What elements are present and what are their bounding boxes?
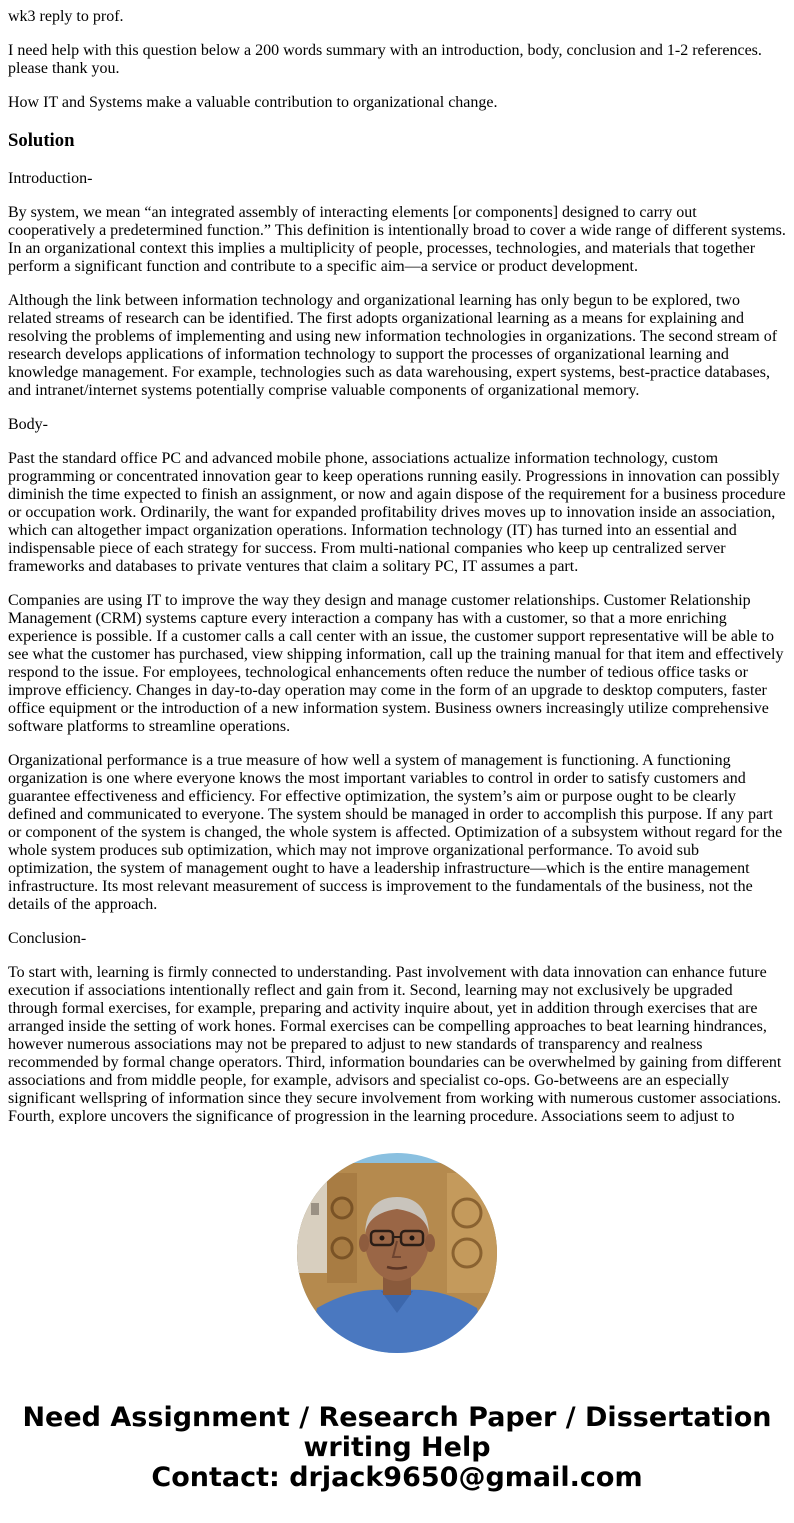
introduction-paragraph-1: By system, we mean “an integrated assembly of interacting elements [or components] designed to carry out cooperatively a predetermined function.” This definition is intentionally broad to cover a wide range of different systems. In an organizational context this implies a multiplicity of people, processes, technologies, and materials that together perform a significant function and contribute to a specific aim—a service or product development. <box>8 204 786 275</box>
help-banner <box>0 1403 794 1493</box>
question-prompt: How IT and Systems make a valuable contribution to organizational change. <box>8 94 498 111</box>
body-label: Body- <box>8 416 48 433</box>
conclusion-label: Conclusion- <box>8 930 87 947</box>
introduction-label: Introduction- <box>8 170 93 187</box>
help-banner-line-1: Need Assignment / Research Paper / Dissertation <box>22 1402 772 1433</box>
contact-email: Contact: drjack9650@gmail.com <box>151 1462 643 1493</box>
question-request: I need help with this question below a 200 words summary with an introduction, body, conclusion and 1-2 references. please thank you. <box>8 42 762 77</box>
introduction-paragraph-2: Although the link between information technology and organizational learning has only begun to be explored, two related streams of research can be identified. The first adopts organizational learning as a means for explaining and resolving the problems of implementing and using new information technologies in organizations. The second stream of research develops applications of information technology to support the processes of organizational learning and knowledge management. For example, technologies such as data warehousing, expert systems, best-practice databases, and intranet/internet systems potentially comprise valuable components of organizational memory. <box>8 292 778 399</box>
question-title: wk3 reply to prof. <box>8 8 124 25</box>
body-paragraph-1: Past the standard office PC and advanced mobile phone, associations actualize information technology, custom programming or concentrated innovation gear to keep operations running easily. Progressions in innovation can possibly diminish the time expected to finish an assignment, or now and again dispose of the requirement for a business procedure or occupation work. Ordinarily, the want for expanded profitability drives moves up to innovation inside an association, which can altogether impact organization operations. Information technology (IT) has turned into an essential and indispensable piece of each strategy for success. From multi-national companies who keep up centralized server frameworks and databases to private ventures that claim a solitary PC, IT assumes a part. <box>8 450 786 575</box>
body-paragraph-3: Organizational performance is a true measure of how well a system of management is functioning. A functioning organization is one where everyone knows the most important variables to control in order to satisfy customers and guarantee effectiveness and efficiency. For effective optimization, the system’s aim or purpose ought to be clearly defined and communicated to everyone. The system should be managed in order to accomplish this purpose. If any part or component of the system is changed, the whole system is affected. Optimization of a subsystem without regard for the whole system produces sub optimization, which may not improve organizational performance. To avoid sub optimization, the system of management ought to have a leadership infrastructure—which is the entire management infrastructure. Its most relevant measurement of success is improvement to the fundamentals of the business, not the details of the approach. <box>8 752 783 913</box>
article-content <box>8 0 786 1124</box>
solution-heading: Solution <box>8 130 75 151</box>
author-avatar <box>297 1153 497 1353</box>
body-paragraph-2: Companies are using IT to improve the way they design and manage customer relationships. Customer Relationship Management (CRM) systems capture every interaction a company has with a customer, so that a more enriching experience is possible. If a customer calls a call center with an issue, the customer support representative will be able to see what the customer has purchased, view shipping information, call up the training manual for that item and effectively respond to the issue. For employees, technological enhancements often reduce the number of tedious office tasks or improve efficiency. Changes in day-to-day operation may come in the form of an upgrade to desktop computers, faster office equipment or the introduction of a new information system. Business owners increasingly utilize comprehensive software platforms to streamline operations. <box>8 592 784 735</box>
conclusion-paragraph-1: To start with, learning is firmly connected to understanding. Past involvement with data innovation can enhance future execution if associations intentionally reflect and gain from it. Second, learning may not exclusively be upgraded through formal exercises, for example, preparing and activity inquire about, yet in addition through exercises that are arranged inside the setting of work hones. Formal exercises can be compelling approaches to beat learning hindrances, however numerous associations may not be prepared to adjust to new standards of transparency and realness recommended by formal change operators. Third, information boundaries can be overwhelmed by gaining from different associations and from middle people, for example, advisors and specialist co-ops. Go-betweens are an especially significant wellspring of information since they secure involvement from working with numerous customer associations. Fourth, explore uncovers the significance of progression in the learning procedure. Associations seem to adjust to <box>8 964 782 1124</box>
help-banner-line-2: writing Help <box>303 1432 491 1463</box>
